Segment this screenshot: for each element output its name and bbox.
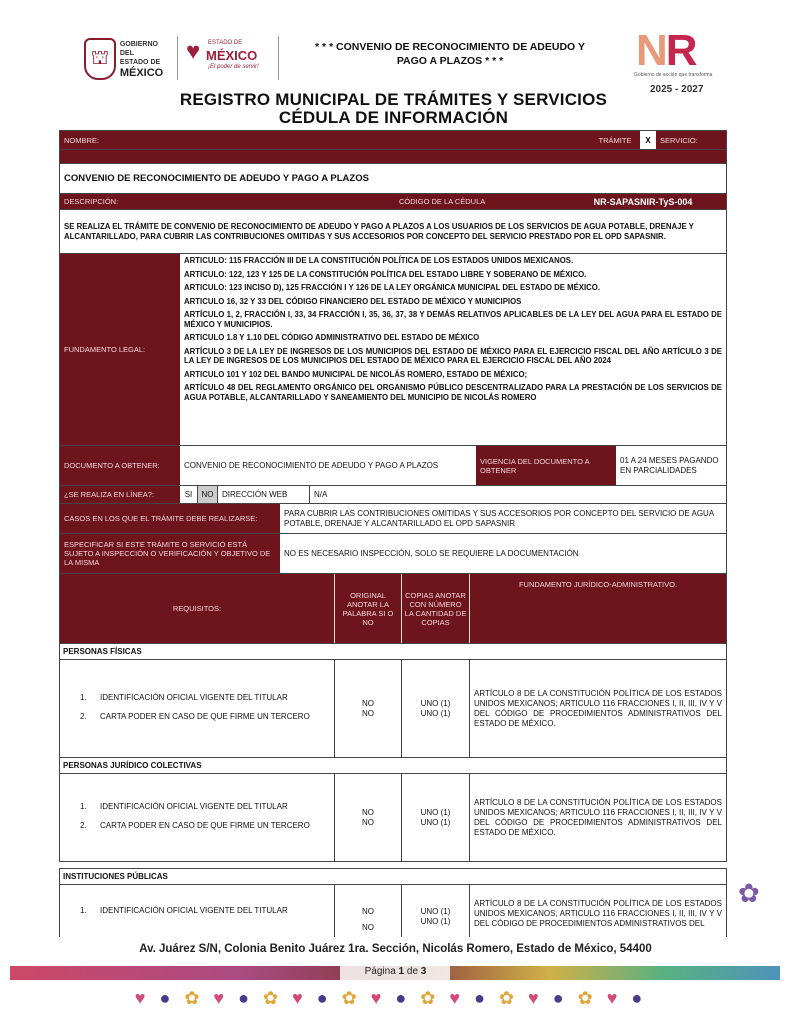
item-number: 2. [80, 820, 87, 830]
section-title: PERSONAS FÍSICAS [59, 644, 727, 660]
heart-icon: ♥ [528, 988, 553, 1008]
descripcion-label: DESCRIPCIÓN: [60, 194, 395, 209]
original-col [335, 774, 402, 861]
list-item [80, 693, 334, 703]
list-item [80, 821, 334, 831]
original-col [335, 660, 402, 757]
original-value: NO [362, 807, 374, 817]
requisitos-row [59, 660, 727, 758]
nr-tagline: Gobierno de acción que transforma [634, 72, 713, 78]
flower-icon: ✿ [262, 988, 293, 1008]
page-title: REGISTRO MUNICIPAL DE TRÁMITES Y SERVICIOS [179, 90, 608, 109]
descripcion-header-row [59, 194, 727, 210]
heart-icon: ♥ [370, 988, 396, 1008]
mexico-logo-big: MÉXICO [206, 48, 258, 63]
no-option[interactable]: NO [198, 486, 218, 503]
inspeccion-value: NO ES NECESARIO INSPECCIÓN, SOLO SE REQUIERE LA DOCUMENTACIÓN [284, 549, 579, 558]
en-linea-label: ¿SE REALIZA EN LÍNEA?: [60, 486, 180, 503]
copias-value: UNO (1) [420, 698, 451, 708]
fundamento-item: ARTICULO 16, 32 Y 33 DEL CÓDIGO FINANCIERO DEL ESTADO DE MÉXICO Y MUNICIPIOS [184, 296, 522, 306]
si-option[interactable]: SI [180, 486, 198, 503]
requisitos-list [60, 660, 335, 757]
section-title: PERSONAS JURÍDICO COLECTIVAS [59, 758, 727, 774]
fundamento-item: ARTÍCULO 1, 2, FRACCIÓN I, 33, 34 FRACCIÓN I, 35, 36, 37, 38 Y DEMÁS RELATIVOS APLICABLES DE LA LEY DEL AGUA PARA EL ESTADO DE MÉXICO Y MUNICIPIOS. [184, 310, 722, 329]
col-original: ORIGINAL ANOTAR LA PALABRA SI O NO [335, 574, 402, 643]
heart-icon: ♥ [213, 988, 239, 1008]
col-fundamento: FUNDAMENTO JURÍDICO-ADMINISTRATIVO. [518, 580, 678, 589]
fundamento-item: ARTÍCULO 48 DEL REGLAMENTO ORGÁNICO DEL ORGANISMO PÚBLICO DESCENTRALIZADO PARA LA PRESTACIÓN DE LOS SERVICIOS DE AGUA POTABLE, ALCANTARILLADO Y SANEAMIENTO DEL MUNICIPIO DE NICOLÁS ROMERO [184, 383, 722, 402]
dots-icon: ● [474, 988, 499, 1008]
fundamento-juridico: ARTÍCULO 8 DE LA CONSTITUCIÓN POLÍTICA DE LOS ESTADOS UNIDOS MEXICANOS; ARTICULO 116 FRACCIONES I, II, III, IV Y V DEL CÓDIGO DE PROCEDIMIENTOS ADMINISTRATIVOS DEL ESTADO DE MÉXICO. [474, 797, 722, 837]
fundamento-item: ARTICULO 1.8 Y 1.10 DEL CÓDIGO ADMINISTRATIVO DEL ESTADO DE MÉXICO [184, 333, 480, 342]
nombre-value: CONVENIO DE RECONOCIMIENTO DE ADEUDO Y PAGO A PLAZOS [64, 173, 369, 184]
fundamento-item: ARTICULO 101 Y 102 DEL BANDO MUNICIPAL DE NICOLÁS ROMERO, ESTADO DE MÉXICO; [184, 369, 528, 379]
heart-icon: ♥ [292, 988, 317, 1008]
dots-icon: ● [316, 988, 342, 1008]
fundamento-label: FUNDAMENTO LEGAL: [60, 254, 180, 445]
codigo-label: CÓDIGO DE LA CÉDULA [395, 194, 560, 209]
documento-row [59, 446, 727, 486]
requisitos-row [59, 774, 727, 862]
item-number: 1. [80, 801, 87, 811]
heart-icon: ♥ [606, 988, 632, 1008]
col-copias: COPIAS ANOTAR CON NÚMERO LA CANTIDAD DE COPIAS [402, 574, 470, 643]
mexico-logo [186, 34, 266, 80]
gobierno-edomex-logo [84, 36, 170, 82]
direccion-web-value: N/A [314, 490, 328, 499]
list-item [80, 802, 334, 812]
requisitos-list [60, 774, 335, 861]
nombre-header-row [59, 130, 727, 150]
requisitos-list [60, 885, 335, 937]
copias-value: UNO (1) [420, 917, 451, 926]
nr-letters [636, 26, 696, 76]
nr-years: 2025 - 2027 [650, 84, 704, 95]
codigo-value: NR-SAPASNIR-TyS-004 [560, 194, 726, 209]
item-text: IDENTIFICACIÓN OFICIAL VIGENTE DEL TITULAR [100, 801, 288, 811]
copias-value: UNO (1) [420, 807, 451, 817]
page-number [0, 966, 791, 977]
gobierno-edomex-text [120, 40, 170, 79]
inspeccion-label: ESPECIFICAR SI ESTE TRÁMITE O SERVICIO ESTÁ SUJETO A INSPECCIÓN O VERIFICACIÓN Y OBJETIVO DE LA MISMA [60, 534, 280, 573]
fundamento-item: ARTICULO: 123 INCISO D), 125 FRACCIÓN I Y 126 DE LA LEY ORGÁNICA MUNICIPAL DEL ESTADO DE MÉXICO. [184, 283, 601, 292]
descripcion-value-row [59, 210, 727, 254]
original-value: NO [362, 708, 374, 718]
list-item [80, 906, 334, 916]
vigencia-label: VIGENCIA DEL DOCUMENTO A OBTENER [476, 446, 616, 485]
original-value: NO [362, 907, 374, 916]
dots-icon: ● [552, 988, 578, 1008]
copias-value: UNO (1) [420, 907, 451, 916]
convenio-line2: PAGO A PLAZOS * * * [396, 55, 504, 67]
fundamento-juridico: ARTÍCULO 8 DE LA CONSTITUCIÓN POLÍTICA DE LOS ESTADOS UNIDOS MEXICANOS; ARTICULO 116 FRACCIONES I, II, III, IV Y V DEL CÓDIGO DE PROCEDIMIENTOS ADMINISTRATIVOS DEL ESTADO DE MÉXICO. [474, 688, 722, 728]
original-value: NO [362, 817, 374, 827]
item-number: 1. [80, 692, 87, 702]
dots-icon: ● [395, 988, 421, 1008]
item-number: 2. [80, 711, 87, 721]
casos-row [59, 504, 727, 534]
nombre-label: NOMBRE: [60, 131, 590, 149]
fundamento-item: ARTICULO: 115 FRACCIÓN III DE LA CONSTITUCIÓN POLÍTICA DE LOS ESTADOS UNIDOS MEXICANOS. [184, 256, 574, 265]
original-value: NO [362, 923, 374, 932]
header-divider [177, 36, 178, 80]
item-number: 1. [80, 906, 87, 915]
original-col [335, 885, 402, 937]
nr-n: N [636, 26, 666, 75]
documento-value: CONVENIO DE RECONOCIMIENTO DE ADEUDO Y PAGO A PLAZOS [184, 460, 439, 470]
fundamento-juridico: ARTÍCULO 8 DE LA CONSTITUCIÓN POLÍTICA DE LOS ESTADOS UNIDOS MEXICANOS; ARTICULO 116 FRACCIONES I, II, III, IV Y V DEL CÓDIGO DE PROCEDIMIENTOS ADMINISTRATIVOS DEL [474, 899, 722, 928]
casos-label: CASOS EN LOS QUE EL TRÁMITE DEBE REALIZARSE: [60, 504, 280, 533]
mexico-logo-small: ESTADO DE [208, 40, 243, 46]
header-convenio [300, 40, 600, 68]
copias-col [402, 885, 470, 937]
flower-icon: ✿ [184, 988, 214, 1008]
dots-icon: ● [159, 988, 185, 1008]
copias-col [402, 660, 470, 757]
item-text: CARTA PODER EN CASO DE QUE FIRME UN TERCERO [100, 711, 310, 721]
nr-r: R [665, 26, 696, 75]
servicio-label: SERVICIO: [656, 131, 726, 149]
descripcion-value: SE REALIZA EL TRÁMITE DE CONVENIO DE RECONOCIMIENTO DE ADEUDO Y PAGO A PLAZOS A LOS USUARIOS DE LOS SERVICIOS DE AGUA POTABLE, DRENAJE Y ALCANTARILLADO, PARA CUBRIR LAS CONTRIBUCIONES OMITIDAS Y SUS ACCESORIOS POR CONCEPTO DEL SERVICIO PRESTADO POR EL OPD SAPASNIR. [64, 221, 694, 241]
header-divider [278, 36, 279, 80]
casos-value: PARA CUBRIR LAS CONTRIBUCIONES OMITIDAS Y SUS ACCESORIOS POR CONCEPTO DEL SERVICIO DE AGUA POTABLE, DRENAJE Y ALCANTARILLADO EL OPD SAPASNIR [284, 508, 714, 528]
flower-icon: ✿ [341, 988, 371, 1008]
item-text: IDENTIFICACIÓN OFICIAL VIGENTE DEL TITULAR [100, 692, 288, 702]
fundamento-item: ARTÍCULO 3 DE LA LEY DE INGRESOS DE LOS MUNICIPIOS DEL ESTADO DE MÉXICO PARA EL EJERCICIO FISCAL DEL AÑO ARTÍCULO 3 DE LA LEY DE INGRESOS DE LOS MUNICIPIOS DEL ESTADO DE MÉXICO PARA EL EJERCICIO FISCAL DEL AÑO 2024 [184, 346, 722, 365]
inspeccion-row [59, 534, 727, 574]
documento-label: DOCUMENTO A OBTENER: [60, 446, 180, 485]
footer-address: Av. Juárez S/N, Colonia Benito Juárez 1ra. Sección, Nicolás Romero, Estado de México, 54400 [0, 943, 791, 955]
copias-value: UNO (1) [420, 708, 451, 718]
heart-icon: ♥ [134, 988, 160, 1008]
page-current: 1 [398, 966, 405, 977]
col-requisitos: REQUISITOS: [60, 574, 335, 643]
gob-line3: MÉXICO [119, 66, 164, 79]
requisitos-header [59, 574, 727, 644]
fundamento-list [180, 254, 726, 445]
nombre-value-row [59, 164, 727, 194]
gob-line2: ESTADO DE [119, 58, 161, 66]
fundamento-item: ARTICULO: 122, 123 Y 125 DE LA CONSTITUCIÓN POLÍTICA DEL ESTADO LIBRE Y SOBERANO DE MÉXICO. [184, 269, 587, 279]
coat-of-arms-icon: ⛫ [84, 38, 116, 80]
gob-line1: GOBIERNO DEL [119, 40, 158, 57]
flower-icon: ✿ [420, 988, 450, 1008]
cedula-table [59, 130, 727, 937]
flower-icon: ✿ [498, 988, 529, 1008]
section-title: INSTITUCIONES PÚBLICAS [59, 868, 727, 885]
page-total: 3 [420, 966, 427, 977]
heart-icon: ♥ [449, 988, 475, 1008]
copias-value: UNO (1) [420, 817, 451, 827]
en-linea-row [59, 486, 727, 504]
page-of: de [406, 966, 419, 977]
original-value: NO [362, 698, 374, 708]
flower-decoration-icon: ✿ [738, 878, 760, 908]
vigencia-value: 01 A 24 MESES PAGANDO EN PARCIALIDADES [620, 455, 719, 475]
dots-icon: ● [631, 988, 657, 1008]
copias-col [402, 774, 470, 861]
mexico-logo-sub: ¡El poder de servir! [208, 64, 259, 70]
page-prefix: Página [364, 966, 396, 977]
flower-icon: ✿ [577, 988, 607, 1008]
convenio-line1: * * * CONVENIO DE RECONOCIMIENTO DE ADEUDO Y [315, 41, 585, 53]
direccion-web-label: DIRECCIÓN WEB [218, 486, 310, 503]
decorative-border [0, 988, 791, 1014]
heart-icon: ♥ [186, 38, 201, 65]
list-item [80, 712, 334, 722]
fundamento-legal-row [59, 254, 727, 446]
tramite-label: TRÁMITE [590, 131, 640, 149]
item-text: IDENTIFICACIÓN OFICIAL VIGENTE DEL TITULAR [100, 906, 288, 915]
dots-icon: ● [238, 988, 263, 1008]
requisitos-row [59, 885, 727, 937]
page-subtitle: CÉDULA DE INFORMACIÓN [278, 108, 509, 127]
item-text: CARTA PODER EN CASO DE QUE FIRME UN TERCERO [100, 820, 310, 830]
nicolas-romero-logo [628, 26, 738, 98]
spacer-row [59, 150, 727, 164]
tramite-checkbox[interactable]: X [640, 131, 656, 149]
